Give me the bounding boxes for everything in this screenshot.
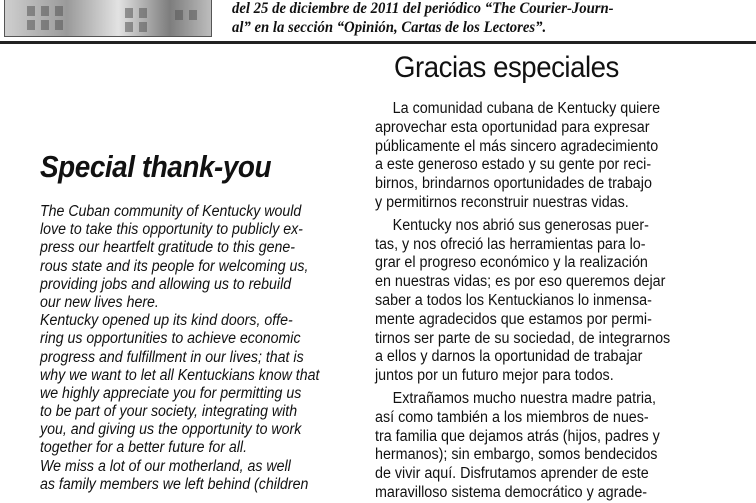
text-line: públicamente el más sincero agradecimiento <box>375 137 659 155</box>
text-line: Extrañamos mucho nuestra madre patria, <box>392 389 657 407</box>
text-line: The Cuban community of Kentucky would <box>40 203 302 220</box>
text-line: tra familia que dejamos atrás (hijos, padres y <box>375 427 660 445</box>
text-line: tas, y nos ofreció las herramientas para lo- <box>375 235 646 253</box>
text-line: saber a todos los Kentuckianos lo inmensa- <box>375 291 652 309</box>
spanish-paragraph-2 <box>375 217 747 386</box>
english-paragraph-3 <box>40 458 356 494</box>
text-line: tirnos ser parte de su sociedad, de integrarnos <box>375 329 671 347</box>
source-note-line: del 25 de diciembre de 2011 del periódico “The Courier-Journ- <box>232 0 614 17</box>
english-article-title: Special thank-you <box>40 149 272 184</box>
spanish-article <box>375 48 747 503</box>
text-line: grar el progreso económico y la realización <box>375 254 648 272</box>
text-line: rous state and its people for welcoming us, <box>40 257 309 275</box>
text-line: together for a better future for all. <box>40 439 247 457</box>
building-photo <box>4 0 212 37</box>
english-paragraph-2 <box>40 312 356 458</box>
header-divider <box>0 41 756 44</box>
text-line: providing jobs and allowing us to rebuild <box>40 275 292 293</box>
text-line: to be part of your society, integrating with <box>40 403 298 421</box>
text-line: as family members we left behind (children <box>40 475 309 493</box>
text-line: Kentucky opened up its kind doors, offe- <box>40 312 293 330</box>
spanish-article-title: Gracias especiales <box>394 51 619 84</box>
spanish-paragraph-3 <box>375 390 747 503</box>
text-line: La comunidad cubana de Kentucky quiere <box>392 100 661 117</box>
spanish-article-body <box>375 100 747 503</box>
english-article-body <box>40 203 356 494</box>
text-line: We miss a lot of our motherland, as well <box>40 457 291 475</box>
text-line: you, and giving us the opportunity to work <box>40 421 302 439</box>
text-line: en nuestras vidas; es por eso queremos dejar <box>375 273 666 291</box>
source-note-line: al” en la sección “Opinión, Cartas de los Lectores”. <box>232 18 547 36</box>
text-line: de vivir aquí. Disfrutamos aprender de este <box>375 465 649 483</box>
english-article <box>40 146 356 494</box>
text-line: aprovechar esta oportunidad para expresar <box>375 118 650 136</box>
text-line: Kentucky nos abrió sus generosas puer- <box>392 216 649 234</box>
text-line: ring us opportunities to achieve economic <box>40 330 301 348</box>
text-line: our new lives here. <box>40 293 159 311</box>
text-line: mente agradecidos que estamos por permi- <box>375 310 652 328</box>
text-line: progress and fulfillment in our lives; that is <box>40 348 304 366</box>
text-line: we highly appreciate you for permitting us <box>40 384 302 402</box>
text-line: love to take this opportunity to publicly ex- <box>40 221 303 239</box>
text-line: why we want to let all Kentuckians know that <box>40 366 320 384</box>
text-line: juntos por un futuro mejor para todos. <box>375 367 614 385</box>
text-line: y permitirnos reconstruir nuestras vidas. <box>375 193 629 211</box>
text-line: a este generoso estado y su gente por reci- <box>375 156 652 174</box>
source-note <box>232 0 747 38</box>
spanish-paragraph-1 <box>375 100 747 213</box>
text-line: así como también a los miembros de nues- <box>375 408 649 426</box>
text-line: press our heartfelt gratitude to this gene- <box>40 239 296 257</box>
text-line: hermanos); sin embargo, somos bendecidos <box>375 446 658 464</box>
text-line: a ellos y darnos la oportunidad de trabajar <box>375 348 643 366</box>
english-paragraph-1 <box>40 203 356 312</box>
text-line: maravilloso sistema democrático y agrade- <box>375 483 648 501</box>
text-line: birnos, brindarnos oportunidades de trabajo <box>375 175 652 193</box>
